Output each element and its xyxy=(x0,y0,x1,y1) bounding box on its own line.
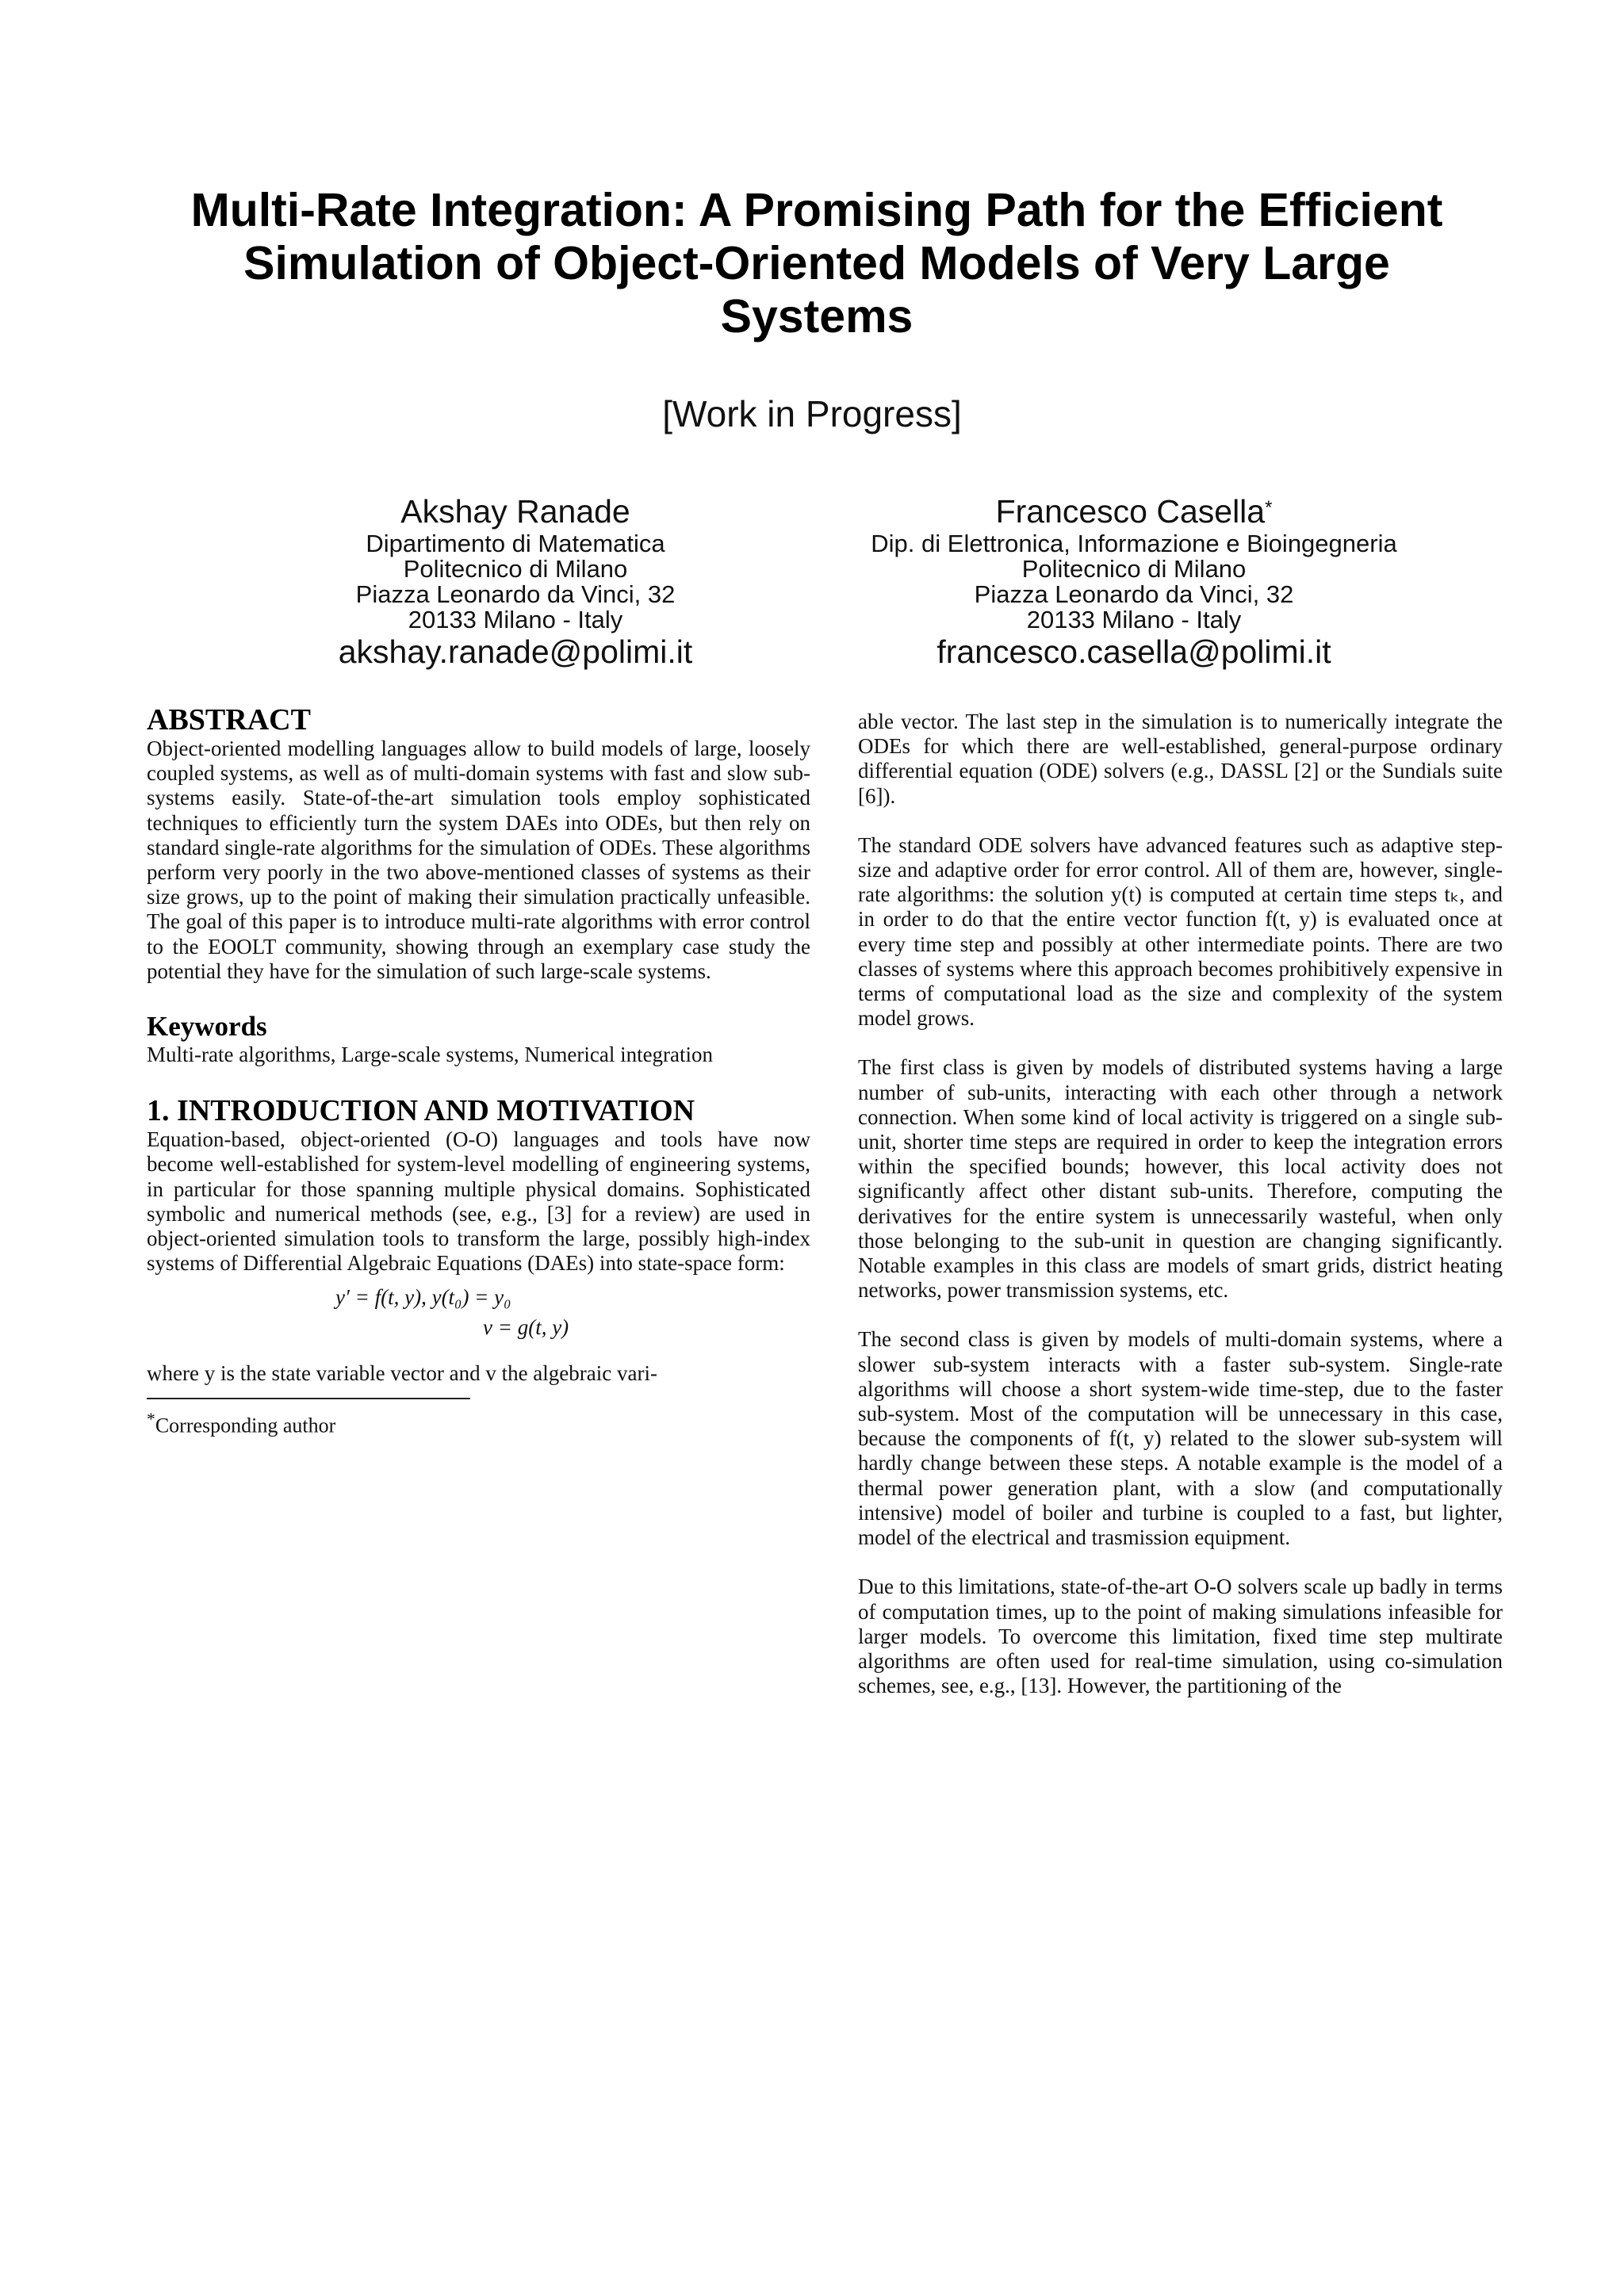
author-name: Akshay Ranade xyxy=(400,493,630,530)
abstract-text: Object-oriented modelling languages allow to build models of large, loosely coupled systems, as well as of multi-domain systems with fast and slow sub-systems easily. State-of-the-art simulation tools employ sophisticated techniques to efficiently turn the system DAEs into ODEs, but then rely on standard single-rate algorithms for the simulation of ODEs. These algorithms perform very poorly in the two above-mentioned classes of systems as their size grows, up to the point of making their simulation practically unfeasible. The goal of this paper is to introduce multi-rate algorithms with error control to the EOOLT community, showing through an exemplary case study the potential they have for the simulation of such large-scale systems. xyxy=(147,737,810,983)
footnote-text: Corresponding author xyxy=(155,1414,336,1437)
author-affiliation-line: Dip. di Elettronica, Informazione e Bioingegneria xyxy=(871,530,1397,557)
author-block-1 xyxy=(317,492,714,671)
state-space-equation xyxy=(147,1280,810,1347)
author-block-2 xyxy=(793,492,1475,671)
abstract-heading: ABSTRACT xyxy=(147,703,311,737)
equation-line-1: y′ = f(t, y), y(t₀) = y₀ xyxy=(335,1285,511,1310)
author-affiliation-line: Piazza Leonardo da Vinci, 32 xyxy=(974,580,1294,608)
title-line-2: Simulation of Object-Oriented Models of Very Large xyxy=(243,237,1390,289)
paragraph: Equation-based, object-oriented (O-O) languages and tools have now become well-established for system-level modelling of engineering systems, in particular for those spanning multiple physical domains. Sophisticated symbolic and numerical methods (see, e.g., [3] for a review) are used in object-oriented simulation tools to transform the large, possibly high-index systems of Differential Algebraic Equations (DAEs) into state-space form: xyxy=(147,1127,810,1276)
paragraph: The second class is given by models of multi-domain systems, where a slower sub-system interacts with a faster sub-system. Single-rate algorithms will choose a short system-wide time-step, due to the faster sub-system. Most of the computation will be unnecessary in this case, because the components of f(t, y) related to the slower sub-system will hardly change between these steps. A notable example is the model of a thermal power generation plant, with a slow (and computationally intensive) model of boiler and turbine is coupled to a fast, but lighter, model of the electrical and trasmission equipment. xyxy=(858,1327,1503,1550)
paragraph: able vector. The last step in the simulation is to numerically integrate the ODEs for which there are well-established, general-purpose ordinary differential equation (ODE) solvers (e.g., DASSL [2] or the Sundials suite [6]). xyxy=(858,710,1503,808)
footnote-rule xyxy=(147,1398,470,1399)
footnote-mark: * xyxy=(147,1409,155,1429)
author-name-line xyxy=(793,492,1475,531)
left-column xyxy=(147,703,810,1438)
paper-subtitle: [Work in Progress] xyxy=(662,393,962,434)
author-affiliation-line: Politecnico di Milano xyxy=(403,555,628,583)
author-email[interactable]: francesco.casella@polimi.it xyxy=(936,633,1331,670)
keywords-heading: Keywords xyxy=(147,1011,267,1043)
paragraph: The standard ODE solvers have advanced features such as adaptive step-size and adaptive order for error control. All of them are, however, single-rate algorithms: the solution y(t) is computed at certain time steps tₖ, and in order to do that the entire vector function f(t, y) is evaluated once at every time step and possibly at other intermediate points. There are two classes of systems where this approach becomes prohibitively expensive in terms of computational load as the size and complexity of the system model grows. xyxy=(858,832,1503,1031)
section-heading: 1. INTRODUCTION AND MOTIVATION xyxy=(147,1094,695,1128)
author-affiliation-line: 20133 Milano - Italy xyxy=(408,606,623,633)
author-affiliation-line: Piazza Leonardo da Vinci, 32 xyxy=(355,580,676,608)
author-affiliation-line: 20133 Milano - Italy xyxy=(1026,606,1242,633)
corresponding-author-mark: * xyxy=(1265,497,1273,519)
keywords-text: Multi-rate algorithms, Large-scale systems, Numerical integration xyxy=(147,1043,714,1067)
paragraph: Due to this limitations, state-of-the-art O-O solvers scale up badly in terms of computation times, up to the point of making simulations infeasible for larger models. To overcome this limitation, fixed time step multirate algorithms are often used for real-time simulation, using co-simulation schemes, see, e.g., [13]. However, the partitioning of the xyxy=(858,1575,1503,1698)
paper-title xyxy=(143,184,1491,343)
title-line-3: Systems xyxy=(720,290,914,342)
title-line-1: Multi-Rate Integration: A Promising Path for the Efficient xyxy=(190,184,1443,236)
author-affiliation-line: Politecnico di Milano xyxy=(1021,555,1247,583)
paragraph: The first class is given by models of distributed systems having a large number of sub-units, interacting with each other through a network connection. When some kind of local activity is triggered on a single sub-unit, shorter time steps are required in order to keep the integration errors within the specified bounds; however, this local activity does not significantly affect other distant sub-units. Therefore, computing the derivatives for the entire system is unnecessarily wasteful, when only those belonging to the sub-unit in question are changing significantly. Notable examples in this class are models of smart grids, district heating networks, power transmission systems, etc. xyxy=(858,1055,1503,1303)
author-affiliation-line: Dipartimento di Matematica xyxy=(366,530,665,557)
right-column xyxy=(858,710,1503,1698)
keywords-section xyxy=(147,1011,810,1067)
author-email[interactable]: akshay.ranade@polimi.it xyxy=(338,633,693,670)
footnote xyxy=(147,1407,810,1438)
paragraph: where y is the state variable vector and v the algebraic vari- xyxy=(147,1361,657,1386)
author-name: Francesco Casella xyxy=(995,493,1266,530)
introduction-section xyxy=(147,1094,810,1386)
equation-line-2: v = g(t, y) xyxy=(483,1315,569,1340)
